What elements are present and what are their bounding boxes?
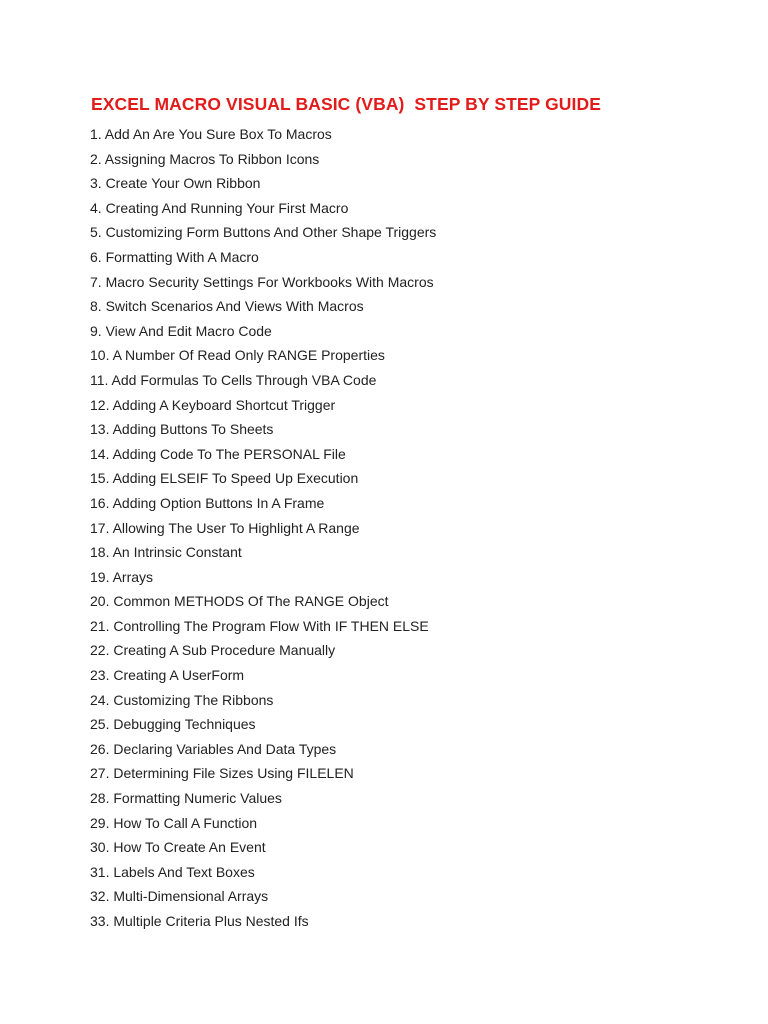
topic-list-item: 11. Add Formulas To Cells Through VBA Code [90,371,377,388]
topic-list-item: 22. Creating A Sub Procedure Manually [90,642,336,659]
topic-list-item: 30. How To Create An Event [90,839,266,856]
topic-list-item: 19. Arrays [90,568,154,585]
topic-list-item: 32. Multi-Dimensional Arrays [90,888,269,905]
topic-list-item: 6. Formatting With A Macro [90,248,259,265]
topic-list-item: 20. Common METHODS Of The RANGE Object [90,593,389,610]
topic-list-item: 7. Macro Security Settings For Workbooks With Macros [90,273,434,290]
topic-list [90,124,436,936]
topic-list-item: 21. Controlling The Program Flow With IF THEN ELSE [90,617,429,634]
topic-list-item: 25. Debugging Techniques [90,716,256,733]
topic-list-item: 13. Adding Buttons To Sheets [90,421,274,438]
topic-list-item: 8. Switch Scenarios And Views With Macros [90,298,364,315]
document-title: EXCEL MACRO VISUAL BASIC (VBA) STEP BY STEP GUIDE [91,94,601,114]
topic-list-item: 33. Multiple Criteria Plus Nested Ifs [90,913,309,929]
topic-list-item: 27. Determining File Sizes Using FILELEN [90,765,354,782]
topic-list-item: 17. Allowing The User To Highlight A Range [90,519,360,536]
topic-list-item: 23. Creating A UserForm [90,667,245,684]
topic-list-item: 28. Formatting Numeric Values [90,790,282,807]
topic-list-item: 15. Adding ELSEIF To Speed Up Execution [90,470,359,487]
topic-list-item: 4. Creating And Running Your First Macro [90,199,349,216]
topic-list-item: 9. View And Edit Macro Code [90,322,272,339]
topic-list-item: 29. How To Call A Function [90,814,258,831]
topic-list-item: 5. Customizing Form Buttons And Other Shape Triggers [90,224,437,241]
topic-list-item: 3. Create Your Own Ribbon [90,175,261,192]
topic-list-item: 12. Adding A Keyboard Shortcut Trigger [90,396,336,413]
topic-list-item: 16. Adding Option Buttons In A Frame [90,494,325,511]
topic-list-item: 26. Declaring Variables And Data Types [90,740,337,757]
topic-list-item: 10. A Number Of Read Only RANGE Properties [90,347,385,364]
topic-list-item: 24. Customizing The Ribbons [90,691,274,708]
topic-list-item: 14. Adding Code To The PERSONAL File [90,445,346,462]
topic-list-item: 2. Assigning Macros To Ribbon Icons [90,150,320,167]
topic-list-item: 31. Labels And Text Boxes [90,863,255,880]
topic-list-item: 18. An Intrinsic Constant [90,544,242,561]
topic-list-item: 1. Add An Are You Sure Box To Macros [90,126,332,142]
